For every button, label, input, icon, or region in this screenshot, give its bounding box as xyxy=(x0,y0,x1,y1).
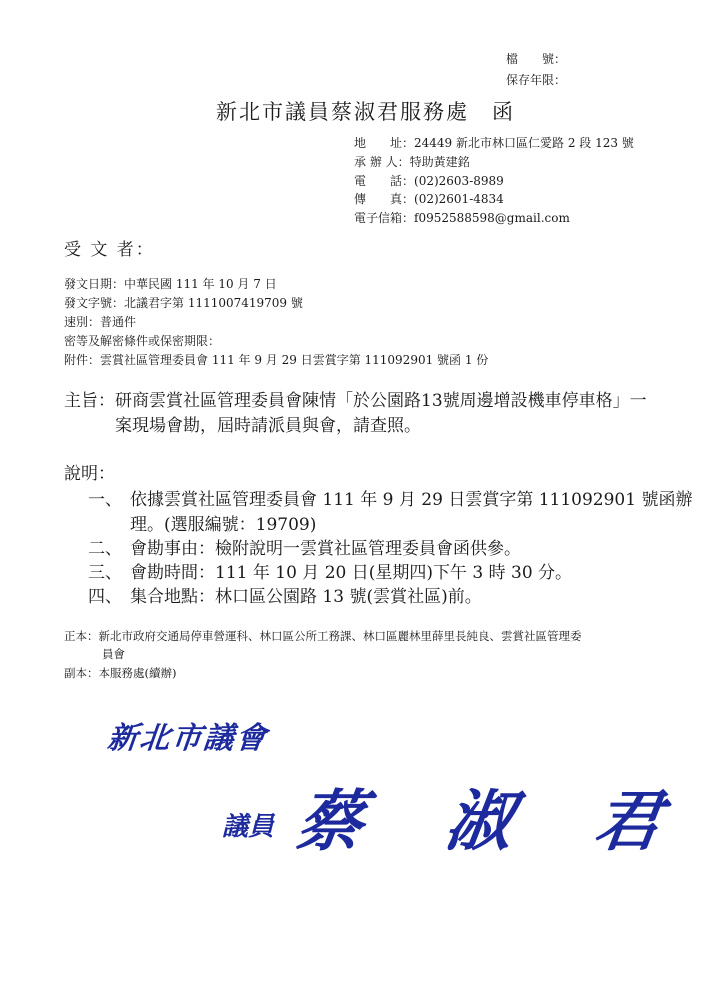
explanation-item-num-1: 一、 xyxy=(88,490,122,510)
original-recipients-line-1: 正本：新北市政府交通局停車營運科、林口區公所工務課、林口區麗林里薛里長純良、雲賞社區管理委 xyxy=(64,629,582,643)
email-row xyxy=(354,209,570,226)
phone-label: 電 話： xyxy=(354,174,415,188)
explanation-item-num-3: 三、 xyxy=(88,563,122,583)
subject-line-2: 案現場會勘，屆時請派員與會，請查照。 xyxy=(115,416,421,436)
address-row xyxy=(354,134,634,151)
explanation-item-2-line-1: 會勘事由：檢附說明一雲賞社區管理委員會函供參。 xyxy=(130,539,521,559)
phone-value: (02)2603-8989 xyxy=(414,174,504,188)
recipient-label: 受 文 者： xyxy=(64,240,155,260)
archive-number-label: 檔 號： xyxy=(506,52,567,66)
document-title: 新北市議員蔡淑君服務處 函 xyxy=(216,100,515,124)
councilor-name-seal: 蔡 淑 君 xyxy=(291,783,697,860)
retention-period-label: 保存年限： xyxy=(506,73,567,87)
address-value: 24449 新北市林口區仁愛路 2 段 123 號 xyxy=(414,136,634,150)
issue-date: 發文日期：中華民國 111 年 10 月 7 日 xyxy=(64,277,277,291)
subject-line-1: 主旨：研商雲賞社區管理委員會陳情「於公園路13號周邊增設機車停車格」一 xyxy=(64,391,647,411)
handler-row xyxy=(354,153,470,170)
copy-recipients: 副本：本服務處(續辦) xyxy=(64,666,177,680)
email-label: 電子信箱： xyxy=(354,211,415,225)
explanation-item-num-4: 四、 xyxy=(88,587,122,607)
council-seal: 新北市議會 xyxy=(105,721,270,756)
explanation-item-1-line-2: 理。(選服編號：19709) xyxy=(130,515,317,535)
handler-label: 承 辦 人： xyxy=(354,155,410,169)
explanation-item-3-line-1: 會勘時間：111 年 10 月 20 日(星期四)下午 3 時 30 分。 xyxy=(130,563,573,583)
document-number: 發文字號：北議君字第 1111007419709 號 xyxy=(64,296,303,310)
explanation-item-4-line-1: 集合地點：林口區公園路 13 號(雲賞社區)前。 xyxy=(130,587,482,607)
phone-row xyxy=(354,172,504,189)
handler-value: 特助黃建銘 xyxy=(409,155,470,169)
address-label: 地 址： xyxy=(354,136,415,150)
fax-value: (02)2601-4834 xyxy=(414,192,504,206)
attachment: 附件：雲賞社區管理委員會 111 年 9 月 29 日雲賞字第 111092901 號函 1 份 xyxy=(64,353,489,367)
explanation-heading: 說明： xyxy=(64,464,115,484)
fax-label: 傳 真： xyxy=(354,192,415,206)
position-seal: 議員 xyxy=(222,812,275,842)
secrecy-level: 密等及解密條件或保密期限： xyxy=(64,334,221,348)
delivery-speed: 速別：普通件 xyxy=(64,315,137,329)
email-value: f0952588598@gmail.com xyxy=(414,211,570,225)
fax-row xyxy=(354,190,504,207)
original-recipients-line-2: 員會 xyxy=(102,647,125,661)
explanation-item-1-line-1: 依據雲賞社區管理委員會 111 年 9 月 29 日雲賞字第 111092901 號函辦 xyxy=(130,490,693,510)
explanation-item-num-2: 二、 xyxy=(88,539,122,559)
